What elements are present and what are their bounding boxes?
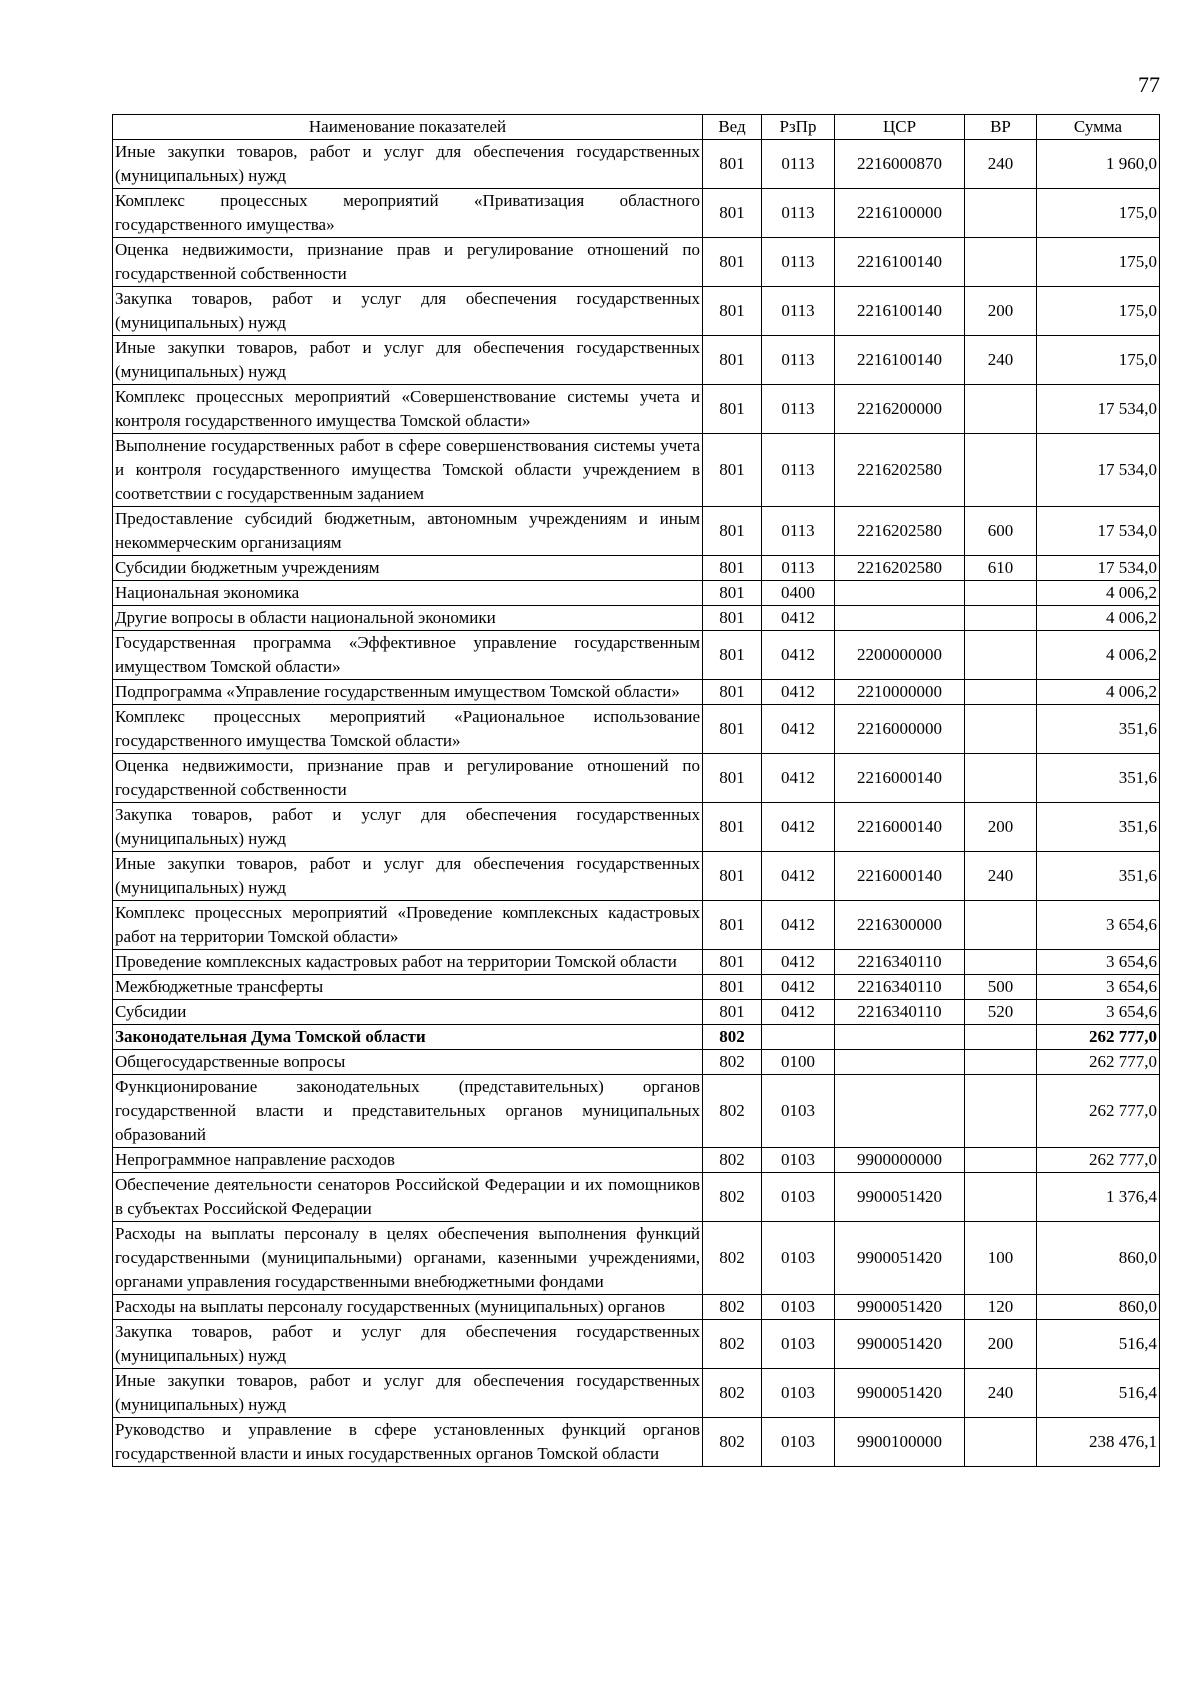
cell-sum: 3 654,6 xyxy=(1037,901,1160,950)
cell-ved: 802 xyxy=(703,1369,762,1418)
cell-name: Функционирование законодательных (представительных) органов государственной власти и представительных органов муниципальных образований xyxy=(113,1075,703,1148)
cell-rzpr: 0103 xyxy=(762,1369,835,1418)
cell-name: Расходы на выплаты персоналу государственных (муниципальных) органов xyxy=(113,1295,703,1320)
header-rzpr: РзПр xyxy=(762,115,835,140)
cell-vr: 240 xyxy=(965,336,1037,385)
cell-vr xyxy=(965,754,1037,803)
header-name: Наименование показателей xyxy=(113,115,703,140)
cell-ved: 801 xyxy=(703,803,762,852)
header-csr: ЦСР xyxy=(835,115,965,140)
table-row xyxy=(113,238,1160,287)
cell-name: Комплекс процессных мероприятий «Совершенствование системы учета и контроля государственного имущества Томской области» xyxy=(113,385,703,434)
cell-name: Оценка недвижимости, признание прав и регулирование отношений по государственной собственности xyxy=(113,238,703,287)
cell-vr xyxy=(965,238,1037,287)
cell-rzpr: 0412 xyxy=(762,606,835,631)
cell-sum: 175,0 xyxy=(1037,336,1160,385)
cell-ved: 801 xyxy=(703,705,762,754)
cell-ved: 801 xyxy=(703,507,762,556)
cell-name: Иные закупки товаров, работ и услуг для обеспечения государственных (муниципальных) нужд xyxy=(113,336,703,385)
table-row xyxy=(113,754,1160,803)
cell-sum: 175,0 xyxy=(1037,287,1160,336)
cell-rzpr: 0412 xyxy=(762,950,835,975)
cell-rzpr: 0103 xyxy=(762,1222,835,1295)
cell-ved: 802 xyxy=(703,1148,762,1173)
table-row xyxy=(113,1295,1160,1320)
cell-ved: 801 xyxy=(703,385,762,434)
cell-name: Иные закупки товаров, работ и услуг для обеспечения государственных (муниципальных) нужд xyxy=(113,1369,703,1418)
cell-sum: 516,4 xyxy=(1037,1320,1160,1369)
cell-sum: 17 534,0 xyxy=(1037,556,1160,581)
cell-csr: 2216340110 xyxy=(835,1000,965,1025)
cell-rzpr: 0113 xyxy=(762,238,835,287)
cell-ved: 801 xyxy=(703,581,762,606)
cell-name: Предоставление субсидий бюджетным, автономным учреждениям и иным некоммерческим организациям xyxy=(113,507,703,556)
cell-vr: 120 xyxy=(965,1295,1037,1320)
budget-table xyxy=(112,114,1160,1467)
cell-name: Оценка недвижимости, признание прав и регулирование отношений по государственной собственности xyxy=(113,754,703,803)
table-row xyxy=(113,1320,1160,1369)
cell-name: Субсидии бюджетным учреждениям xyxy=(113,556,703,581)
cell-sum: 3 654,6 xyxy=(1037,975,1160,1000)
table-row xyxy=(113,1000,1160,1025)
table-row xyxy=(113,1050,1160,1075)
cell-sum: 860,0 xyxy=(1037,1295,1160,1320)
cell-ved: 801 xyxy=(703,852,762,901)
cell-ved: 801 xyxy=(703,140,762,189)
page-number: 77 xyxy=(1138,72,1160,97)
cell-name: Обеспечение деятельности сенаторов Российской Федерации и их помощников в субъектах Российской Федерации xyxy=(113,1173,703,1222)
cell-sum: 351,6 xyxy=(1037,803,1160,852)
cell-vr xyxy=(965,705,1037,754)
table-row xyxy=(113,1369,1160,1418)
cell-rzpr: 0103 xyxy=(762,1075,835,1148)
cell-sum: 262 777,0 xyxy=(1037,1148,1160,1173)
cell-name: Государственная программа «Эффективное управление государственным имуществом Томской области» xyxy=(113,631,703,680)
cell-name: Межбюджетные трансферты xyxy=(113,975,703,1000)
cell-sum: 4 006,2 xyxy=(1037,606,1160,631)
table-row xyxy=(113,336,1160,385)
cell-rzpr: 0103 xyxy=(762,1173,835,1222)
cell-csr: 2216100140 xyxy=(835,336,965,385)
cell-vr xyxy=(965,1050,1037,1075)
table-row xyxy=(113,581,1160,606)
cell-sum: 3 654,6 xyxy=(1037,950,1160,975)
cell-csr xyxy=(835,606,965,631)
table-row xyxy=(113,1148,1160,1173)
cell-csr: 2216340110 xyxy=(835,975,965,1000)
cell-ved: 801 xyxy=(703,680,762,705)
cell-csr: 9900051420 xyxy=(835,1295,965,1320)
cell-vr: 240 xyxy=(965,140,1037,189)
cell-vr xyxy=(965,1025,1037,1050)
cell-csr xyxy=(835,1075,965,1148)
cell-csr: 2216000140 xyxy=(835,803,965,852)
cell-ved: 802 xyxy=(703,1050,762,1075)
cell-name: Национальная экономика xyxy=(113,581,703,606)
cell-ved: 802 xyxy=(703,1295,762,1320)
cell-vr: 100 xyxy=(965,1222,1037,1295)
cell-sum: 860,0 xyxy=(1037,1222,1160,1295)
table-row xyxy=(113,507,1160,556)
cell-vr: 500 xyxy=(965,975,1037,1000)
cell-vr: 240 xyxy=(965,1369,1037,1418)
cell-vr: 200 xyxy=(965,1320,1037,1369)
cell-rzpr: 0412 xyxy=(762,852,835,901)
cell-ved: 802 xyxy=(703,1222,762,1295)
cell-ved: 801 xyxy=(703,434,762,507)
cell-sum: 4 006,2 xyxy=(1037,680,1160,705)
table-row xyxy=(113,950,1160,975)
table-row xyxy=(113,631,1160,680)
table-row xyxy=(113,680,1160,705)
table-row xyxy=(113,556,1160,581)
cell-name: Закупка товаров, работ и услуг для обеспечения государственных (муниципальных) нужд xyxy=(113,803,703,852)
table-row xyxy=(113,1075,1160,1148)
cell-name: Комплекс процессных мероприятий «Приватизация областного государственного имущества» xyxy=(113,189,703,238)
cell-sum: 262 777,0 xyxy=(1037,1025,1160,1050)
cell-name: Другие вопросы в области национальной экономики xyxy=(113,606,703,631)
cell-name: Выполнение государственных работ в сфере совершенствования системы учета и контроля государственного имущества Томской области учреждением в соответствии с государственным заданием xyxy=(113,434,703,507)
table-row xyxy=(113,1173,1160,1222)
cell-vr: 520 xyxy=(965,1000,1037,1025)
cell-rzpr: 0113 xyxy=(762,336,835,385)
cell-ved: 802 xyxy=(703,1418,762,1467)
cell-rzpr: 0103 xyxy=(762,1295,835,1320)
table-row xyxy=(113,140,1160,189)
cell-sum: 351,6 xyxy=(1037,754,1160,803)
cell-rzpr: 0412 xyxy=(762,901,835,950)
cell-ved: 802 xyxy=(703,1173,762,1222)
cell-vr xyxy=(965,1173,1037,1222)
cell-sum: 175,0 xyxy=(1037,189,1160,238)
cell-name: Закупка товаров, работ и услуг для обеспечения государственных (муниципальных) нужд xyxy=(113,287,703,336)
cell-ved: 801 xyxy=(703,287,762,336)
cell-sum: 262 777,0 xyxy=(1037,1075,1160,1148)
cell-name: Непрограммное направление расходов xyxy=(113,1148,703,1173)
cell-sum: 4 006,2 xyxy=(1037,631,1160,680)
cell-sum: 3 654,6 xyxy=(1037,1000,1160,1025)
cell-rzpr: 0103 xyxy=(762,1320,835,1369)
cell-vr xyxy=(965,385,1037,434)
cell-vr xyxy=(965,1075,1037,1148)
cell-ved: 801 xyxy=(703,631,762,680)
cell-name: Подпрограмма «Управление государственным имуществом Томской области» xyxy=(113,680,703,705)
cell-name: Иные закупки товаров, работ и услуг для обеспечения государственных (муниципальных) нужд xyxy=(113,852,703,901)
cell-vr xyxy=(965,189,1037,238)
cell-vr xyxy=(965,1148,1037,1173)
cell-rzpr: 0103 xyxy=(762,1418,835,1467)
cell-vr xyxy=(965,581,1037,606)
cell-csr: 9900000000 xyxy=(835,1148,965,1173)
cell-vr xyxy=(965,950,1037,975)
cell-name: Закупка товаров, работ и услуг для обеспечения государственных (муниципальных) нужд xyxy=(113,1320,703,1369)
cell-sum: 17 534,0 xyxy=(1037,507,1160,556)
cell-ved: 801 xyxy=(703,606,762,631)
cell-name: Иные закупки товаров, работ и услуг для обеспечения государственных (муниципальных) нужд xyxy=(113,140,703,189)
cell-csr: 2216300000 xyxy=(835,901,965,950)
cell-ved: 801 xyxy=(703,238,762,287)
cell-csr: 2216202580 xyxy=(835,556,965,581)
cell-csr: 2216100140 xyxy=(835,238,965,287)
cell-sum: 4 006,2 xyxy=(1037,581,1160,606)
cell-rzpr: 0113 xyxy=(762,140,835,189)
cell-csr: 2216340110 xyxy=(835,950,965,975)
cell-ved: 801 xyxy=(703,336,762,385)
cell-rzpr xyxy=(762,1025,835,1050)
cell-csr xyxy=(835,581,965,606)
cell-ved: 801 xyxy=(703,975,762,1000)
cell-rzpr: 0113 xyxy=(762,556,835,581)
cell-csr: 2216200000 xyxy=(835,385,965,434)
table-row xyxy=(113,975,1160,1000)
cell-rzpr: 0113 xyxy=(762,434,835,507)
cell-sum: 17 534,0 xyxy=(1037,434,1160,507)
table-row xyxy=(113,385,1160,434)
cell-vr xyxy=(965,1418,1037,1467)
cell-ved: 802 xyxy=(703,1320,762,1369)
cell-csr: 9900051420 xyxy=(835,1369,965,1418)
cell-rzpr: 0100 xyxy=(762,1050,835,1075)
cell-name: Проведение комплексных кадастровых работ на территории Томской области xyxy=(113,950,703,975)
cell-sum: 351,6 xyxy=(1037,705,1160,754)
header-ved: Вед xyxy=(703,115,762,140)
cell-rzpr: 0412 xyxy=(762,1000,835,1025)
cell-ved: 801 xyxy=(703,1000,762,1025)
cell-csr: 2216000000 xyxy=(835,705,965,754)
header-sum: Сумма xyxy=(1037,115,1160,140)
cell-csr: 2210000000 xyxy=(835,680,965,705)
table-header-row xyxy=(113,115,1160,140)
cell-rzpr: 0412 xyxy=(762,803,835,852)
cell-name: Руководство и управление в сфере установленных функций органов государственной власти и иных государственных органов Томской области xyxy=(113,1418,703,1467)
cell-vr: 200 xyxy=(965,287,1037,336)
cell-ved: 802 xyxy=(703,1025,762,1050)
cell-sum: 1 960,0 xyxy=(1037,140,1160,189)
cell-csr xyxy=(835,1050,965,1075)
cell-name: Комплекс процессных мероприятий «Проведение комплексных кадастровых работ на территории Томской области» xyxy=(113,901,703,950)
cell-sum: 238 476,1 xyxy=(1037,1418,1160,1467)
table-row xyxy=(113,1025,1160,1050)
cell-vr: 610 xyxy=(965,556,1037,581)
cell-sum: 175,0 xyxy=(1037,238,1160,287)
cell-vr xyxy=(965,606,1037,631)
table-row xyxy=(113,287,1160,336)
cell-name: Комплекс процессных мероприятий «Рациональное использование государственного имущества Томской области» xyxy=(113,705,703,754)
cell-rzpr: 0412 xyxy=(762,975,835,1000)
cell-ved: 801 xyxy=(703,556,762,581)
cell-rzpr: 0412 xyxy=(762,705,835,754)
cell-rzpr: 0412 xyxy=(762,631,835,680)
cell-sum: 1 376,4 xyxy=(1037,1173,1160,1222)
cell-rzpr: 0412 xyxy=(762,754,835,803)
cell-csr: 2216100000 xyxy=(835,189,965,238)
cell-sum: 351,6 xyxy=(1037,852,1160,901)
cell-csr: 2216202580 xyxy=(835,434,965,507)
cell-csr: 2216000140 xyxy=(835,754,965,803)
cell-csr: 9900051420 xyxy=(835,1173,965,1222)
cell-sum: 17 534,0 xyxy=(1037,385,1160,434)
cell-rzpr: 0113 xyxy=(762,507,835,556)
table-row xyxy=(113,1222,1160,1295)
cell-vr xyxy=(965,434,1037,507)
cell-rzpr: 0103 xyxy=(762,1148,835,1173)
table-row xyxy=(113,606,1160,631)
cell-csr: 2216000140 xyxy=(835,852,965,901)
table-row xyxy=(113,901,1160,950)
cell-name: Субсидии xyxy=(113,1000,703,1025)
table-row xyxy=(113,705,1160,754)
cell-ved: 801 xyxy=(703,189,762,238)
header-vr: ВР xyxy=(965,115,1037,140)
cell-csr: 2216202580 xyxy=(835,507,965,556)
table-row xyxy=(113,852,1160,901)
cell-csr: 9900051420 xyxy=(835,1222,965,1295)
cell-csr: 2200000000 xyxy=(835,631,965,680)
cell-vr: 200 xyxy=(965,803,1037,852)
cell-vr: 240 xyxy=(965,852,1037,901)
table-row xyxy=(113,1418,1160,1467)
table-row xyxy=(113,803,1160,852)
cell-name: Расходы на выплаты персоналу в целях обеспечения выполнения функций государственными (муниципальными) органами, казенными учреждениями, органами управления государственными внебюджетными фондами xyxy=(113,1222,703,1295)
cell-rzpr: 0113 xyxy=(762,189,835,238)
cell-vr: 600 xyxy=(965,507,1037,556)
cell-csr: 9900051420 xyxy=(835,1320,965,1369)
table-row xyxy=(113,434,1160,507)
cell-name: Законодательная Дума Томской области xyxy=(113,1025,703,1050)
cell-ved: 802 xyxy=(703,1075,762,1148)
cell-vr xyxy=(965,631,1037,680)
cell-sum: 262 777,0 xyxy=(1037,1050,1160,1075)
table-row xyxy=(113,189,1160,238)
cell-rzpr: 0400 xyxy=(762,581,835,606)
cell-rzpr: 0113 xyxy=(762,287,835,336)
cell-name: Общегосударственные вопросы xyxy=(113,1050,703,1075)
cell-ved: 801 xyxy=(703,754,762,803)
cell-ved: 801 xyxy=(703,950,762,975)
cell-rzpr: 0113 xyxy=(762,385,835,434)
cell-vr xyxy=(965,901,1037,950)
cell-vr xyxy=(965,680,1037,705)
cell-csr: 9900100000 xyxy=(835,1418,965,1467)
cell-csr: 2216100140 xyxy=(835,287,965,336)
cell-csr: 2216000870 xyxy=(835,140,965,189)
cell-sum: 516,4 xyxy=(1037,1369,1160,1418)
cell-rzpr: 0412 xyxy=(762,680,835,705)
cell-csr xyxy=(835,1025,965,1050)
cell-ved: 801 xyxy=(703,901,762,950)
